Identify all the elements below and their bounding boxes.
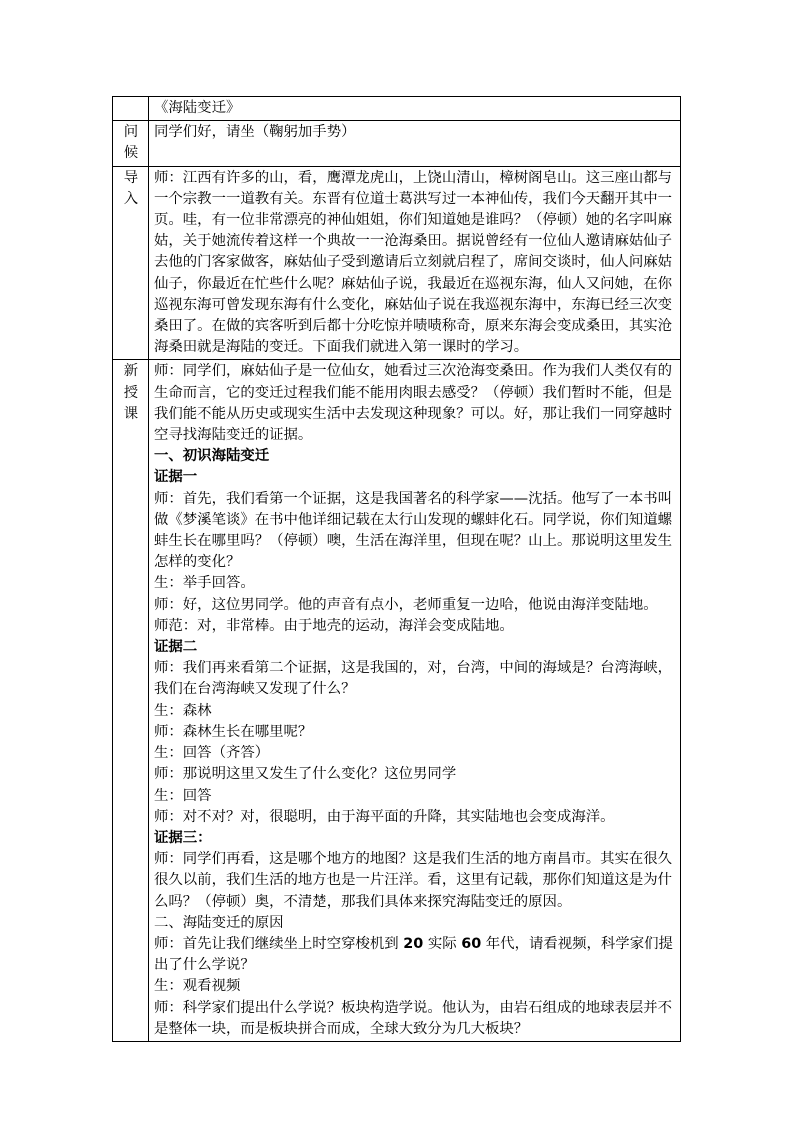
intro-row bbox=[113, 166, 681, 360]
cause-teacher-1-part-c: 年代，请看视频，科学家们提出了什么学说？ bbox=[154, 935, 673, 974]
intro-label-char: 入 bbox=[123, 190, 139, 207]
cause-student-1: 生：观看视频 bbox=[154, 978, 241, 995]
title-row bbox=[113, 97, 681, 121]
evidence-2-student-3: 生：回答 bbox=[154, 787, 212, 804]
cause-year-number-1: 20 bbox=[403, 935, 424, 952]
main-intro-paragraph: 师：同学们，麻姑仙子是一位仙女，她看过三次沧海变桑田。作为我们人类仅有的生命而言，它的变迁过程我们能不能用肉眼去感受？（停顿）我们暂时不能，但是我们能不能从历史或现实生活中去发现这种现象？可以。好，那让我们一同穿越时空寻找海陆变迁的证据。 bbox=[154, 363, 673, 444]
cause-teacher-1-part-b: 实际 bbox=[423, 935, 462, 952]
evidence-2-teacher-3: 师：那说明这里又发生了什么变化？这位男同学 bbox=[154, 766, 457, 783]
cause-year-number-2: 60 bbox=[461, 935, 482, 952]
greeting-label bbox=[113, 121, 149, 166]
cause-teacher-2: 师：科学家们提出什么学说？板块构造学说。他认为，由岩石组成的地球表层并不是整体一块，而是板块拼合而成，全球大致分为几大板块？ bbox=[154, 999, 673, 1037]
evidence-2-teacher-1: 师：我们再来看第二个证据，这是我国的，对，台湾，中间的海域是？台湾海峡，我们在台湾海峡又发现了什么？ bbox=[154, 660, 673, 698]
evidence-2-teacher-4: 师：对不对？对，很聪明，由于海平面的升降，其实陆地也会变成海洋。 bbox=[154, 808, 615, 825]
evidence-2-teacher-2: 师：森林生长在哪里呢？ bbox=[154, 723, 313, 740]
evidence-1-title: 证据一 bbox=[154, 469, 198, 486]
lesson-title: 《海陆变迁》 bbox=[149, 97, 681, 121]
cause-teacher-1 bbox=[154, 934, 676, 976]
greeting-content bbox=[149, 121, 681, 166]
evidence-1-student: 生：举手回答。 bbox=[154, 575, 255, 592]
evidence-1-teacher-2: 师：好，这位男同学。他的声音有点小，老师重复一边哈，他说由海洋变陆地。 bbox=[154, 596, 658, 613]
section-heading-2: 二、海陆变迁的原因 bbox=[154, 914, 284, 931]
greeting-label-char: 问 bbox=[123, 124, 139, 141]
evidence-2-title: 证据二 bbox=[154, 639, 198, 656]
new-lesson-label-char: 新 bbox=[123, 363, 139, 380]
new-lesson-content bbox=[149, 360, 681, 1042]
new-lesson-label-char: 课 bbox=[123, 405, 139, 422]
evidence-3-teacher-1: 师：同学们再看，这是哪个地方的地图？这是我们生活的地方南昌市。其实在很久很久以前，我们生活的地方也是一片汪洋。看，这里有记载，那你们知道这是为什么吗？（停顿）奥，不清楚，那我们具体来探究海陆变迁的原因。 bbox=[154, 851, 673, 910]
title-label-cell bbox=[113, 97, 149, 121]
intro-paragraph: 师：江西有许多的山，看，鹰潭龙虎山，上饶山清山，樟树阁皂山。这三座山都与一个宗教一一道教有关。东晋有位道士葛洪写过一本神仙传，我们今天翻开其中一页。哇，有一位非常漂亮的神仙姐姐，你们知道她是谁吗？（停顿）她的名字叫麻姑，关于她流传着这样一个典故一一沧海桑田。据说曾经有一位仙人邀请麻姑仙子去他的门客家做客，麻姑仙子受到邀请后立刻就启程了，席间交谈时，仙人问麻姑仙子，你最近在忙些什么呢？麻姑仙子说，我最近在巡视东海，仙人又问她，在你巡视东海可曾发现东海有什么变化，麻姑仙子说在我巡视东海中，东海已经三次变桑田了。在做的宾客听到后都十分吃惊并啧啧称奇，原来东海会变成桑田，其实沧海桑田就是海陆的变迁。下面我们就进入第一课时的学习。 bbox=[154, 169, 673, 356]
cause-teacher-1-part-a: 师：首先让我们继续坐上时空穿梭机到 bbox=[154, 935, 404, 952]
evidence-2-student-2: 生：回答（齐答） bbox=[154, 745, 270, 762]
section-heading-1: 一、初识海陆变迁 bbox=[154, 448, 270, 465]
new-lesson-row bbox=[113, 360, 681, 1042]
intro-label-char: 导 bbox=[123, 169, 139, 186]
greeting-text: 同学们好，请坐（鞠躬加手势） bbox=[154, 124, 356, 141]
evidence-2-student-1: 生：森林 bbox=[154, 702, 212, 719]
new-lesson-label-char: 授 bbox=[123, 384, 139, 401]
evidence-1-model: 师范：对，非常棒。由于地壳的运动，海洋会变成陆地。 bbox=[154, 617, 514, 634]
new-lesson-label bbox=[113, 360, 149, 1042]
intro-content bbox=[149, 166, 681, 360]
greeting-row bbox=[113, 121, 681, 166]
greeting-label-char: 候 bbox=[123, 145, 139, 162]
evidence-1-teacher: 师：首先，我们看第一个证据，这是我国著名的科学家——沈括。他写了一本书叫做《梦溪笔谈》在书中他详细记载在太行山发现的螺蚌化石。同学说，你们知道螺蚌生长在哪里吗？（停顿）噢，生活在海洋里，但现在呢？山上。那说明这里发生怎样的变化？ bbox=[154, 490, 673, 571]
intro-label bbox=[113, 166, 149, 360]
evidence-3-title: 证据三： bbox=[154, 829, 212, 846]
lesson-plan-table bbox=[112, 96, 681, 1042]
